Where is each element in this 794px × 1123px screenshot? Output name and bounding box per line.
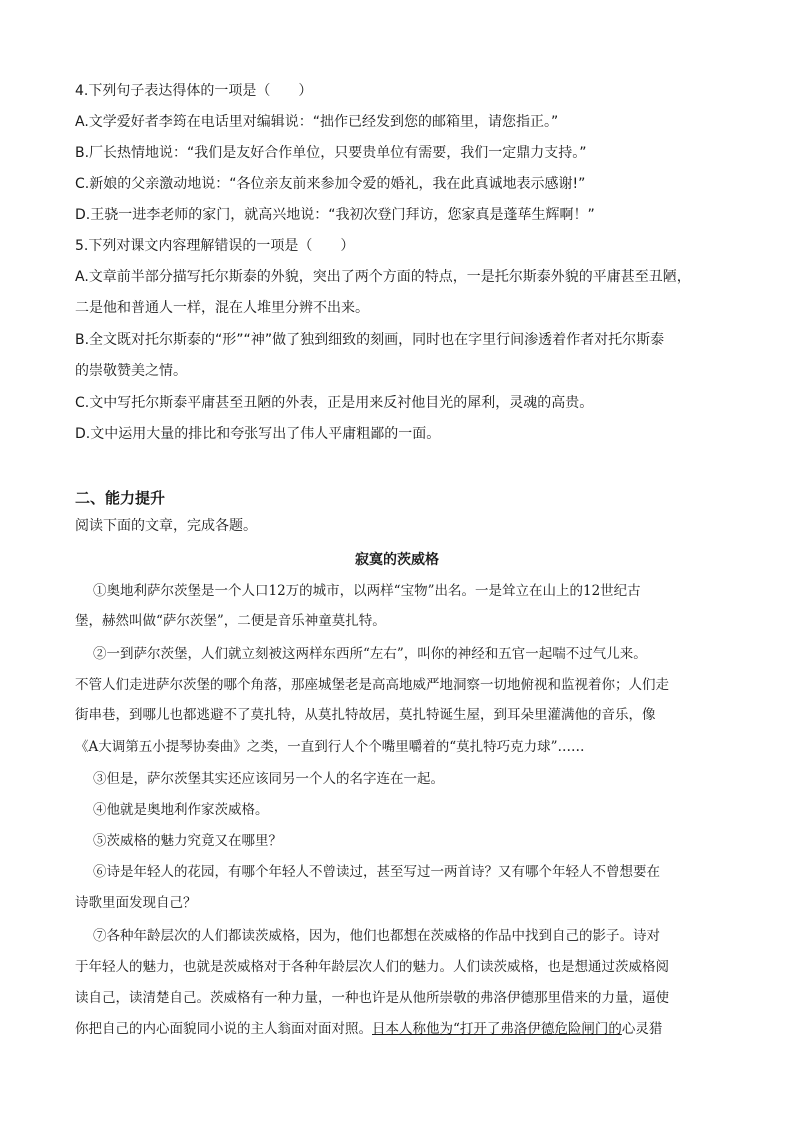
article-paragraph-1-line1: ①奥地利萨尔茨堡是一个人口12万的城市，以两样“宝物”出名。一是耸立在山上的12世纪古 xyxy=(93,583,641,599)
article-paragraph-3: ③但是，萨尔茨堡其实还应该同另一个人的名字连在一起。 xyxy=(93,771,444,787)
question-4-option-d: D.王骁一进李老师的家门，就高兴地说：“我初次登门拜访，您家真是蓬荜生辉啊！” xyxy=(75,207,595,223)
question-4-option-a: A.文学爱好者李筠在电话里对编辑说：“拙作已经发到您的邮箱里，请您指正。” xyxy=(75,114,559,130)
question-5-option-a-line1: A.文章前半部分描写托尔斯泰的外貌，突出了两个方面的特点，一是托尔斯泰外貌的平庸甚至丑陋， xyxy=(75,269,691,285)
underlined-sentence: 日本人称他为“打开了弗洛伊德危险闸门的 xyxy=(372,1021,622,1037)
article-paragraph-7-line2: 于年轻人的魅力，也就是茨威格对于各种年龄层次人们的魅力。人们读茨威格，也是想通过茨威格阅 xyxy=(75,959,669,975)
question-5-option-a-line2: 二是他和普通人一样，混在人堆里分辨不出来。 xyxy=(75,300,369,316)
question-5-option-c: C.文中写托尔斯泰平庸甚至丑陋的外表，正是用来反衬他目光的犀利，灵魂的高贵。 xyxy=(75,395,594,411)
section-heading: 二、能力提升 xyxy=(75,489,166,507)
article-paragraph-2-line1: ②一到萨尔茨堡，人们就立刻被这两样东西所“左右”，叫你的神经和五官一起喘不过气儿来。 xyxy=(93,646,647,662)
article-paragraph-5: ⑤茨威格的魅力究竟又在哪里？ xyxy=(93,833,282,849)
article-paragraph-2-line2: 不管人们走进萨尔茨堡的哪个角落，那座城堡老是高高地威严地洞察一切地俯视和监视着你；人们走 xyxy=(75,677,669,693)
line-tail-text: 心灵猎 xyxy=(621,1021,663,1037)
article-paragraph-7-line3: 读自己，读清楚自己。茨威格有一种力量，一种也许是从他所崇敬的弗洛伊德那里借来的力量，逼使 xyxy=(75,990,669,1006)
question-5-option-b-line1: B.全文既对托尔斯泰的“形”“神”做了独到细致的刻画，同时也在字里行间渗透着作者对托尔斯泰 xyxy=(75,332,665,348)
question-5-option-d: D.文中运用大量的排比和夸张写出了伟人平庸粗鄙的一面。 xyxy=(75,426,441,442)
article-paragraph-7-line4 xyxy=(75,1020,725,1038)
article-paragraph-7-line1: ⑦各种年龄层次的人们都读茨威格，因为，他们也都想在茨威格的作品中找到自己的影子。诗对 xyxy=(93,928,660,944)
question-5-option-b-line2: 的崇敬赞美之情。 xyxy=(75,363,187,379)
question-4-option-b: B.厂长热情地说：“我们是友好合作单位，只要贵单位有需要，我们一定鼎力支持。” xyxy=(75,145,587,161)
question-4-option-c: C.新娘的父亲激动地说：“各位亲友前来参加令爱的婚礼，我在此真诚地表示感谢!” xyxy=(75,176,586,192)
article-paragraph-2-line4: 《A大调第五小提琴协奏曲》之类，一直到行人个个嘴里嚼着的“莫扎特巧克力球”…… xyxy=(75,739,585,755)
article-title: 寂寞的茨威格 xyxy=(355,552,439,568)
line-plain-text: 你把自己的内心面貌同小说的主人翁面对面对照。 xyxy=(75,1021,372,1037)
article-paragraph-1-line2: 堡，赫然叫做“萨尔茨堡”，二便是音乐神童莫扎特。 xyxy=(75,613,386,629)
article-paragraph-4: ④他就是奥地利作家茨威格。 xyxy=(93,802,269,818)
question-5-stem: 5.下列对课文内容理解错误的一项是（ ） xyxy=(75,238,355,254)
question-4-stem: 4.下列句子表达得体的一项是（ ） xyxy=(75,83,313,99)
reading-instruction: 阅读下面的文章，完成各题。 xyxy=(75,518,257,534)
article-paragraph-6-line2: 诗歌里面发现自己？ xyxy=(75,895,197,911)
article-paragraph-2-line3: 街串巷，到哪儿也都逃避不了莫扎特，从莫扎特故居，莫扎特诞生屋，到耳朵里灌满他的音乐，像 xyxy=(75,707,656,723)
article-paragraph-6-line1: ⑥诗是年轻人的花园，有哪个年轻人不曾读过，甚至写过一两首诗？又有哪个年轻人不曾想要在 xyxy=(93,864,660,880)
